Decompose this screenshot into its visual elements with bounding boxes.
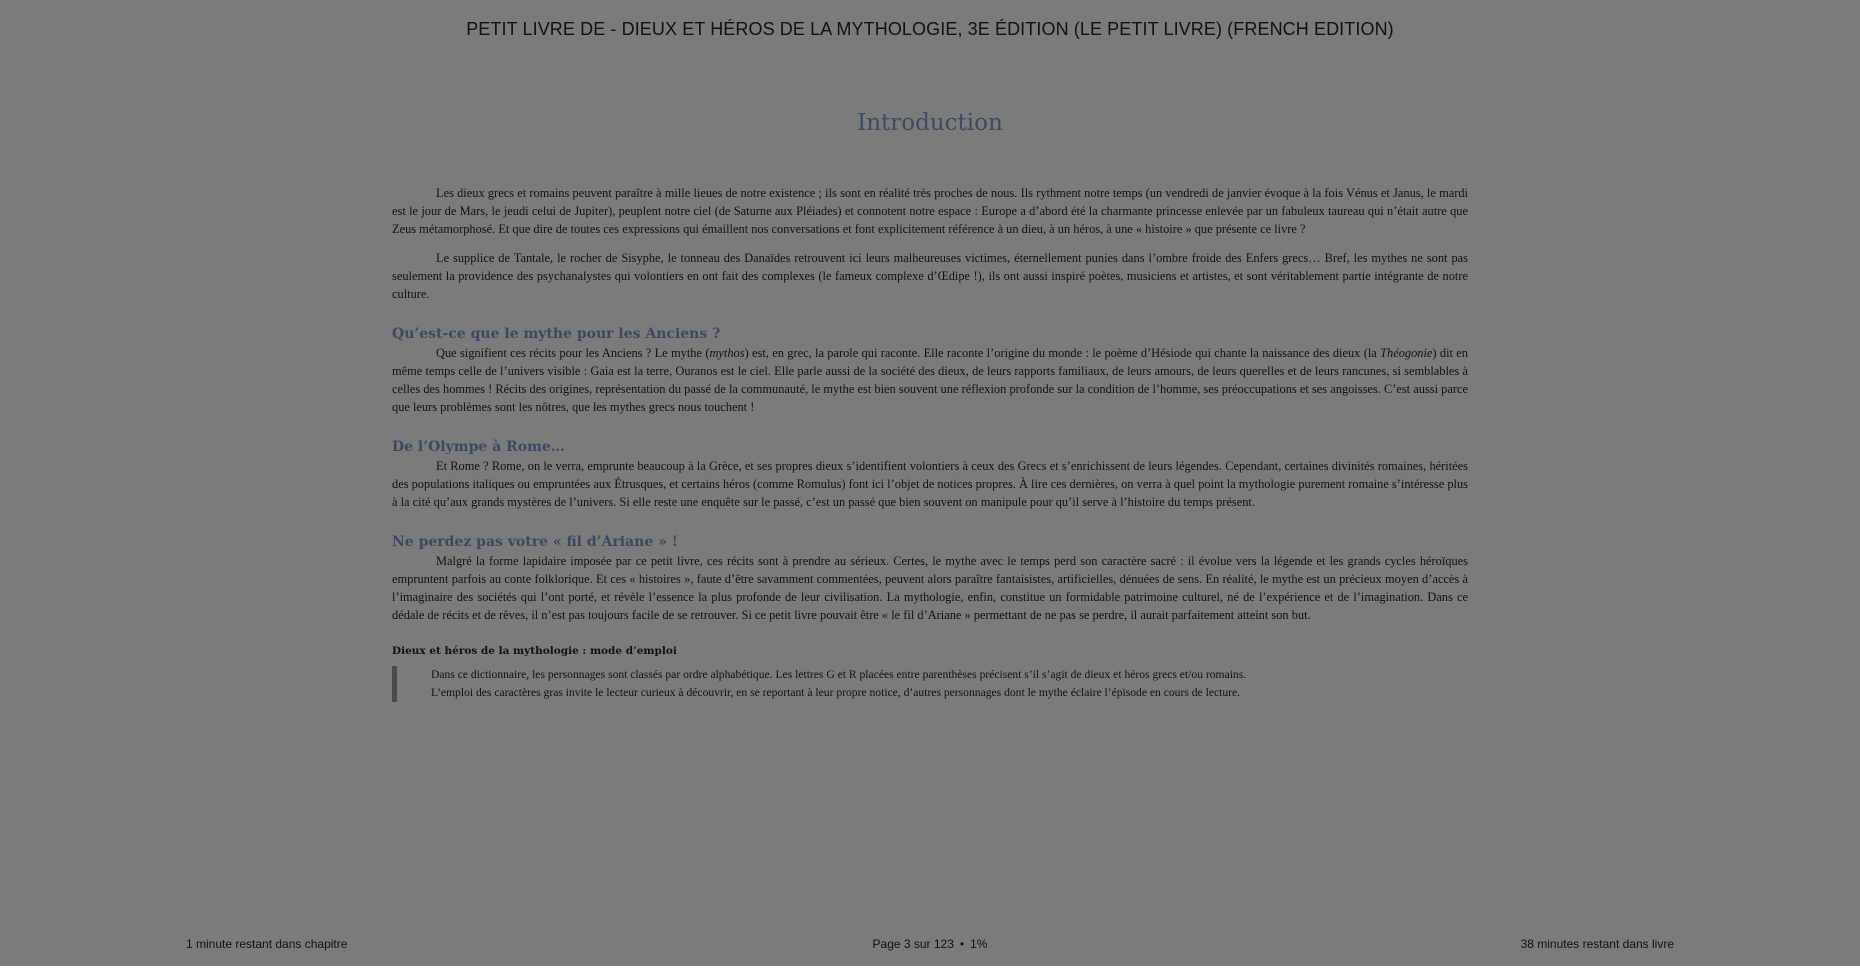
page-content bbox=[392, 184, 1468, 702]
section-heading-ariane: Ne perdez pas votre « fil d’Ariane » ! bbox=[392, 534, 678, 550]
separator-dot: • bbox=[959, 937, 965, 951]
section-paragraph-rome: Et Rome ? Rome, on le verra, emprunte beaucoup à la Grèce, et ses propres dieux s’identifient volontiers à ceux des Grecs et s’enrichissent de leurs légendes. Cependant, certaines divinités romaines, héritées des populations italiques ou empruntées aux Étrusques, et certains héros (comme Romulus) font ici l’objet de notices propres. À lire ces dernières, on verra à quel point la mythologie purement romaine s’intéresse plus à la cité qu’aux grands mystères de l’univers. Si elle reste une enquête sur le passé, c’est un passé que bien souvent on manipule pour qu’il serve à l’histoire du temps présent. bbox=[392, 459, 1468, 509]
section-heading-rome: De l’Olympe à Rome… bbox=[392, 439, 565, 455]
section-paragraph-ariane: Malgré la forme lapidaire imposée par ce petit livre, ces récits sont à prendre au sérieux. Certes, le mythe avec le temps perd son caractère sacré : il évolue vers la légende et les grands cycles héroïques empruntent parfois au conte folklorique. Et ces « histoires », faute d’être savamment commentées, peuvent alors paraître fantaisistes, artificielles, dénuées de sens. En réalité, le mythe est un précieux moyen d’accès à l’imaginaire des sociétés qui l’ont porté, et révèle l’essence la plus profonde de leur civilisation. La mythologie, enfin, constitue un formidable patrimoine culturel, né de l’expérience et de l’imagination. Dans ce dédale de récits et de rêves, il n’est pas toujours facile de se retrouver. Si ce petit livre pouvait être « le fil d’Ariane » permettant de ne pas se perdre, il aurait parfaitement atteint son but. bbox=[392, 554, 1468, 622]
section-paragraph-anciens: Que signifient ces récits pour les Anciens ? Le mythe (mythos) est, en grec, la parole qui raconte. Elle raconte l’origine du monde : le poème d’Hésiode qui chante la naissance des dieux (la Théogonie) dit en même temps celle de l’univers visible : Gaia est la terre, Ouranos est le ciel. Elle parle aussi de la société des dieux, de leurs rapports familiaux, de leurs amours, de leurs querelles et de leurs rancunes, si semblables à celles des hommes ! Récits des origines, représentation du passé de la communauté, le mythe est bien souvent une réflexion profonde sur la condition de l’homme, ses préoccupations et ses angoisses. C’est aussi parce que leurs problèmes sont les nôtres, que les mythes grecs nous touchent ! bbox=[392, 346, 1468, 414]
bottom-strip bbox=[0, 966, 1860, 970]
book-time-remaining: 38 minutes restant dans livre bbox=[1520, 937, 1674, 951]
progress-percent: 1% bbox=[970, 937, 988, 951]
mode-emploi-blockquote bbox=[392, 666, 1468, 702]
intro-paragraph-1: Les dieux grecs et romains peuvent paraître à mille lieues de notre existence ; ils sont en réalité très proches de nous. Ils rythment notre temps (un vendredi de janvier évoque à la fois Vénus et Janus, le mardi est le jour de Mars, le jeudi celui de Jupiter), peuplent notre ciel (de Saturne aux Pléiades) et connotent notre espace : Europe a d’abord été la charmante princesse enlevée par un fabuleux taureau qui n’était autre que Zeus métamorphosé. Et que dire de toutes ces expressions qui émaillent nos conversations et font explicitement référence à un dieu, à un héros, à une « histoire » que présente ce livre ? bbox=[392, 186, 1468, 236]
blockquote-line: L’emploi des caractères gras invite le lecteur curieux à découvrir, en se reportant à leur propre notice, d’autres personnages dont le mythe éclaire l’épisode en cours de lecture. bbox=[431, 686, 1241, 699]
section-heading-anciens: Qu’est-ce que le mythe pour les Anciens ? bbox=[392, 326, 721, 342]
italic-term: mythos bbox=[709, 346, 745, 360]
book-title: PETIT LIVRE DE - DIEUX ET HÉROS DE LA MYTHOLOGIE, 3E ÉDITION (LE PETIT LIVRE) (FRENCH EDITION) bbox=[466, 19, 1394, 39]
chapter-title: Introduction bbox=[857, 110, 1003, 136]
page-number: Page 3 sur 123 bbox=[872, 937, 954, 951]
blockquote-line: Dans ce dictionnaire, les personnages sont classés par ordre alphabétique. Les lettres G et R placées entre parenthèses précisent s’il s’agit de dieux et héros grecs et/ou romains. bbox=[431, 668, 1247, 681]
chapter-time-remaining: 1 minute restant dans chapitre bbox=[186, 937, 348, 951]
intro-paragraph-2: Le supplice de Tantale, le rocher de Sisyphe, le tonneau des Danaïdes retrouvent ici leurs malheureuses victimes, éternellement punies dans l’ombre froide des Enfers grecs… Bref, les mythes ne sont pas seulement la providence des psychanalystes qui volontiers en ont fait des complexes (le fameux complexe d’Œdipe !), ils ont aussi inspiré poètes, musiciens et artistes, et sont véritablement partie intégrante de notre culture. bbox=[392, 251, 1468, 301]
italic-term: Théogonie bbox=[1380, 346, 1433, 360]
mode-emploi-heading: Dieux et héros de la mythologie : mode d’emploi bbox=[392, 645, 677, 657]
